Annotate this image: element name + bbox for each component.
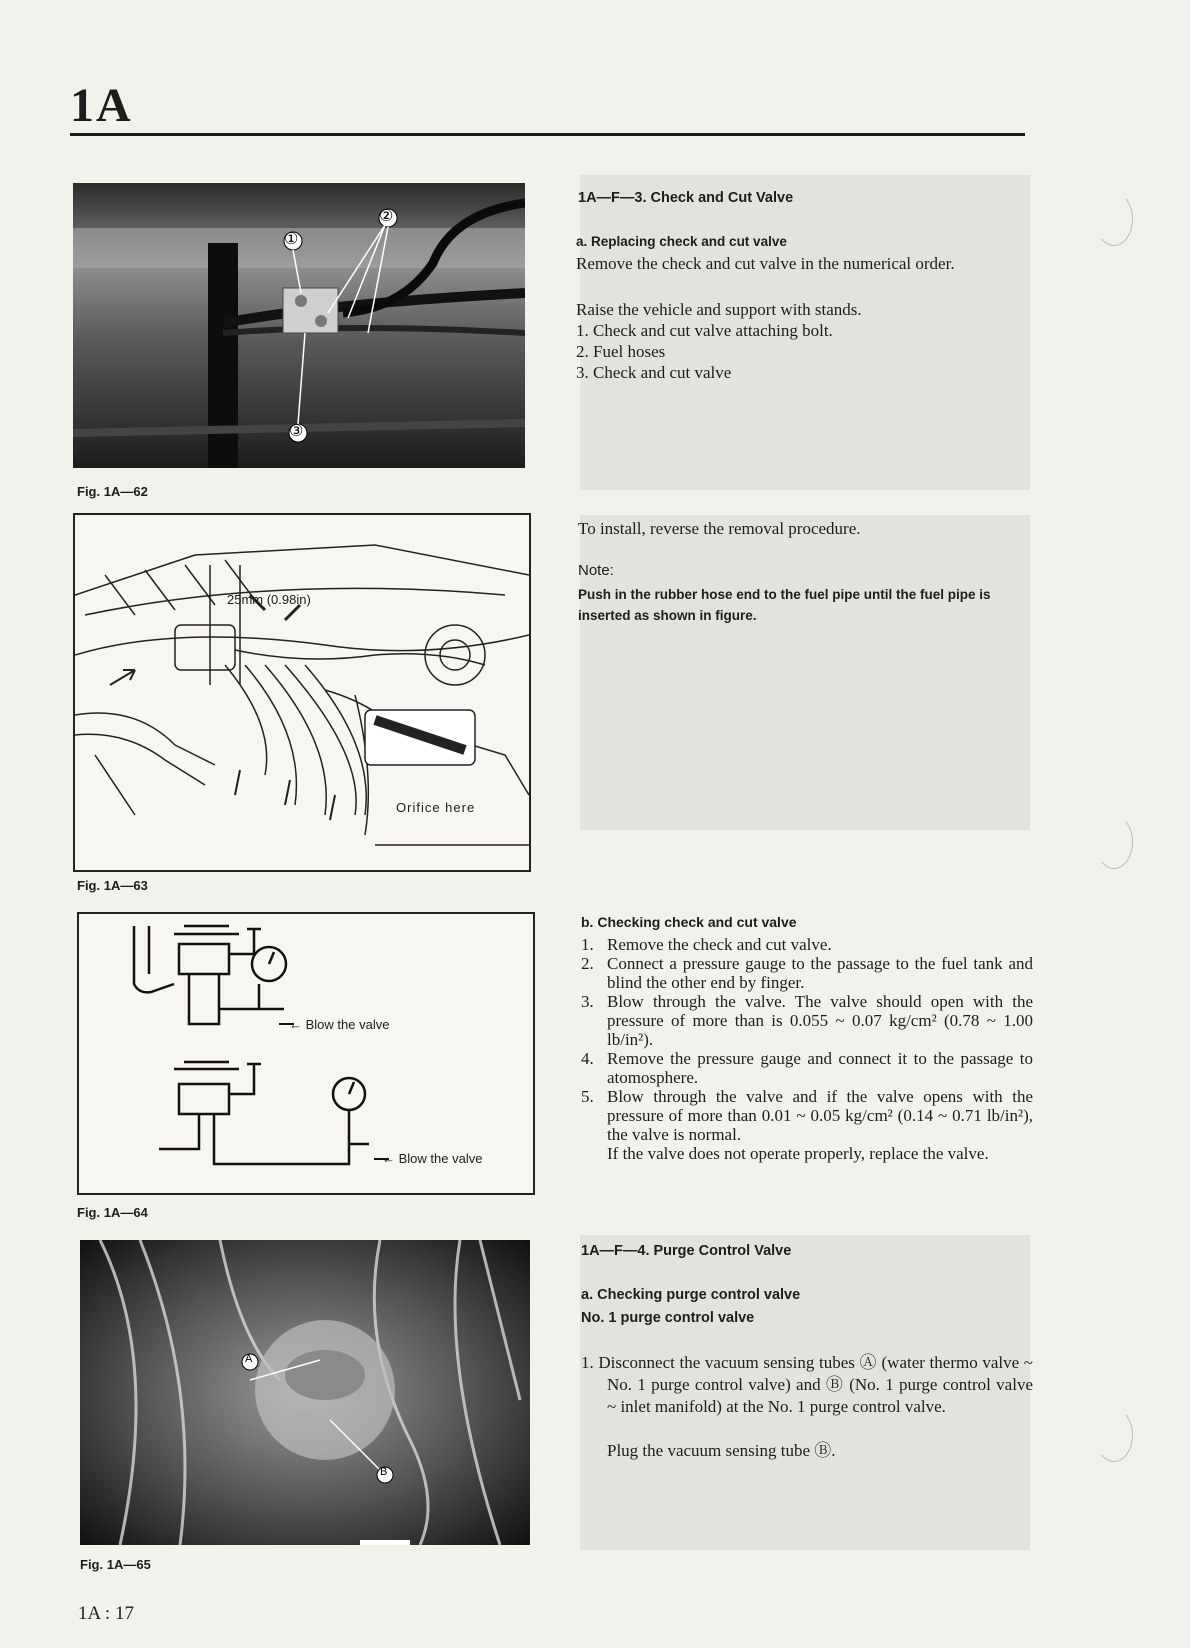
- check-step: [581, 935, 1033, 954]
- purge-step-1: [581, 1352, 1033, 1418]
- callout-b: B: [380, 1466, 388, 1478]
- binder-hole: [1095, 1408, 1133, 1462]
- fig-63-label: Fig. 1A—63: [77, 878, 148, 893]
- fig-65-label: Fig. 1A—65: [80, 1557, 151, 1572]
- fig-64-label: Fig. 1A—64: [77, 1205, 148, 1220]
- part-item: 3. Check and cut valve: [576, 363, 732, 382]
- callout-1: ①: [284, 231, 299, 248]
- check-step: [581, 1144, 1033, 1163]
- step-text: Remove the pressure gauge and connect it to the passage to atomosphere.: [607, 1049, 1033, 1087]
- part-item: 2. Fuel hoses: [576, 342, 666, 361]
- step-text: If the valve does not operate properly, replace the valve.: [607, 1144, 989, 1163]
- blow-label-top-text: Blow the valve: [305, 1017, 390, 1032]
- parts-list: [576, 320, 1031, 383]
- step-text: Connect a pressure gauge to the passage to the fuel tank and blind the other end by finger.: [607, 954, 1033, 992]
- section-3-subheading-a: a. Replacing check and cut valve: [576, 234, 787, 249]
- orifice-label: Orifice here: [396, 800, 476, 815]
- bleed-panel-2: [580, 515, 1030, 830]
- fig-62-photo: [73, 183, 525, 468]
- fig-64-diagram: [77, 912, 535, 1195]
- section-3-subheading-b: b. Checking check and cut valve: [581, 914, 797, 930]
- callout-2: ②: [379, 208, 394, 225]
- step-number: 1.: [581, 935, 594, 954]
- engine-bay-photo: [80, 1240, 530, 1545]
- part-item: 1. Check and cut valve attaching bolt.: [576, 321, 833, 340]
- callout-a: A: [245, 1353, 253, 1365]
- check-step: [581, 954, 1033, 992]
- step-text: Blow through the valve and if the valve opens with the pressure of more than 0.01 ~ 0.05 kg/cm² (0.14 ~ 0.71 lb/in²), the valve is normal.: [607, 1087, 1033, 1144]
- section-4-subheading-no1: No. 1 purge control valve: [581, 1310, 755, 1326]
- step-number: 3.: [581, 992, 594, 1011]
- purge-step-1-cont: Plug the vacuum sensing tube Ⓑ.: [607, 1441, 836, 1460]
- callout-3: ③: [289, 423, 304, 440]
- install-text: To install, reverse the removal procedure.: [578, 519, 861, 538]
- note-text: Push in the rubber hose end to the fuel pipe until the fuel pipe is inserted as shown in figure.: [578, 587, 991, 623]
- blow-label-top: ← Blow the valve: [289, 1017, 390, 1032]
- step-text: Blow through the valve. The valve should open with the pressure of more than is 0.055 ~ 0.07 kg/cm² (0.78 ~ 1.00 lb/in²).: [607, 992, 1033, 1049]
- fig-63-diagram: [73, 513, 531, 872]
- check-step: [581, 992, 1033, 1049]
- blow-label-bottom-text: Blow the valve: [398, 1151, 483, 1166]
- step-number: 4.: [581, 1049, 594, 1068]
- step-number: 2.: [581, 954, 594, 973]
- raise-vehicle-text: Raise the vehicle and support with stands.: [576, 300, 862, 319]
- fig-62-label: Fig. 1A—62: [77, 484, 148, 499]
- step-text: Remove the check and cut valve.: [607, 935, 832, 954]
- section-4-subheading-a: a. Checking purge control valve: [581, 1287, 801, 1303]
- purge-step-text: 1. Disconnect the vacuum sensing tubes Ⓐ (water thermo valve ~ No. 1 purge control valve) and Ⓑ (No. 1 purge control valve ~ inlet manifold) at the No. 1 purge control valve.: [581, 1353, 1033, 1416]
- fig-65-photo: [80, 1240, 530, 1545]
- check-steps: [581, 935, 1033, 1163]
- page-number: 1A : 17: [78, 1603, 134, 1624]
- section-3-heading: 1A—F—3. Check and Cut Valve: [578, 190, 794, 206]
- check-step: [581, 1049, 1033, 1087]
- chapter-title: 1A: [70, 79, 133, 132]
- removal-intro: Remove the check and cut valve in the numerical order.: [576, 254, 955, 273]
- check-step: [581, 1087, 1033, 1144]
- hose-routing-drawing: [75, 515, 529, 870]
- note-label: Note:: [578, 562, 614, 579]
- dimension-label: 25mm (0.98in): [227, 592, 311, 607]
- binder-hole: [1095, 815, 1133, 869]
- binder-hole: [1095, 192, 1133, 246]
- step-number: [581, 1144, 607, 1163]
- section-4-heading: 1A—F—4. Purge Control Valve: [581, 1243, 792, 1259]
- header-rule: [70, 133, 1025, 136]
- step-number: 5.: [581, 1087, 594, 1106]
- blow-label-bottom: ← Blow the valve: [382, 1151, 483, 1166]
